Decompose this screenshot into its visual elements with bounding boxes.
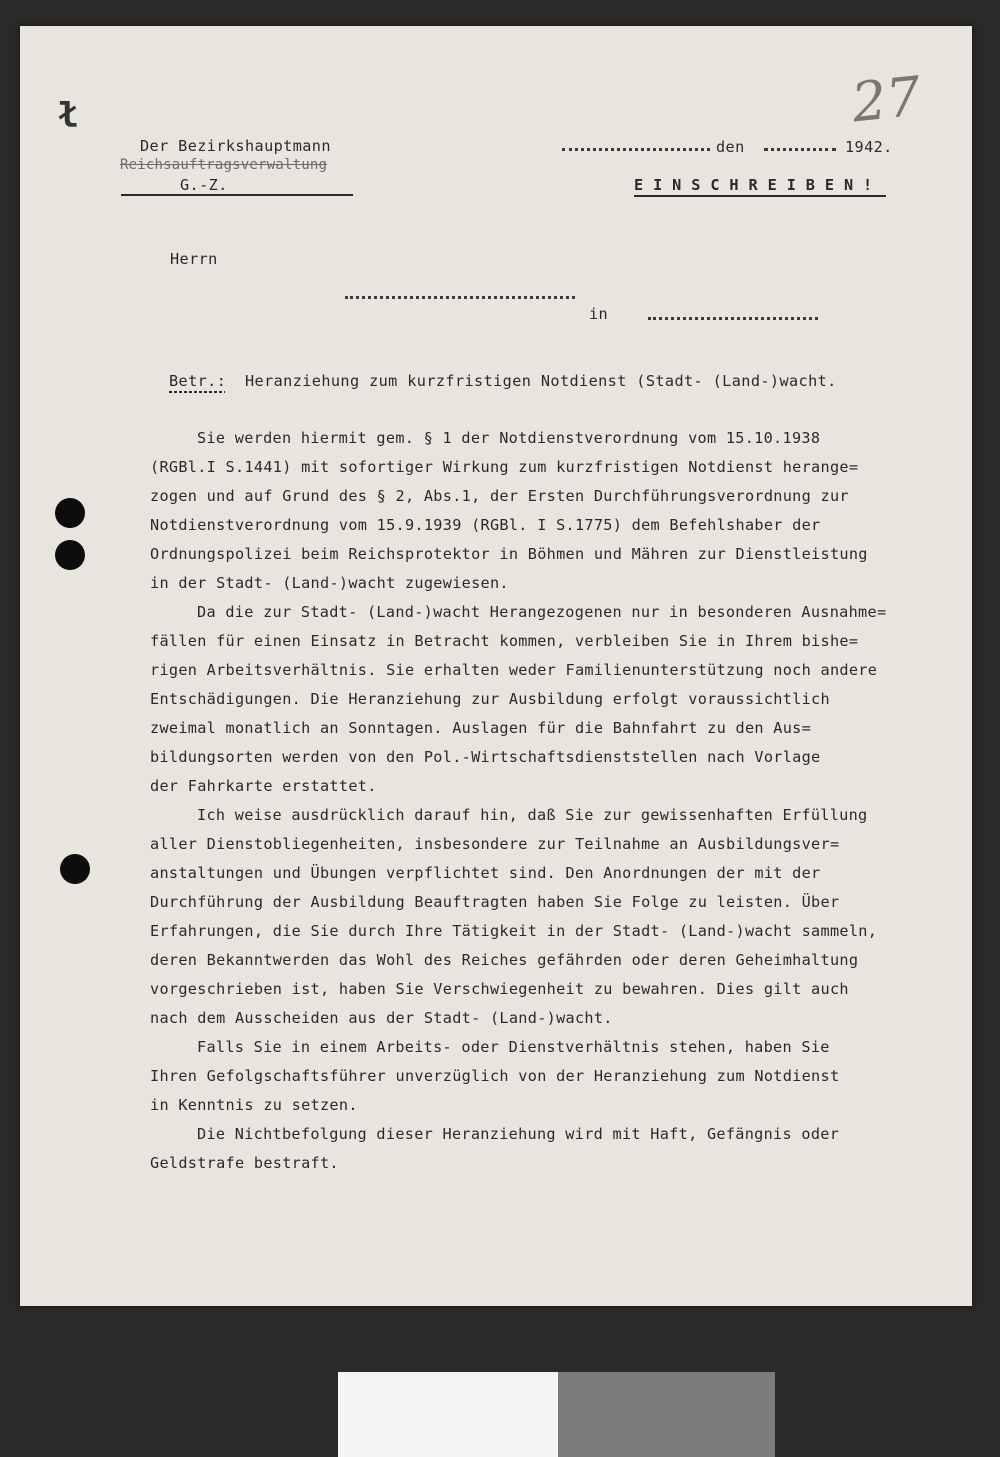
text-line: nach dem Ausscheiden aus der Stadt- (Land-)wacht. <box>150 1009 613 1027</box>
color-calibration-card <box>338 1372 775 1457</box>
punch-hole <box>55 540 85 570</box>
text-line: fällen für einen Einsatz in Betracht kommen, verbleiben Sie in Ihrem bishe= <box>150 632 859 650</box>
date-year: 1942. <box>845 138 893 156</box>
text-line: in Kenntnis zu setzen. <box>150 1096 358 1114</box>
date-prefix: den <box>716 138 745 156</box>
body-paragraph-5 <box>150 1120 950 1178</box>
text-line: in der Stadt- (Land-)wacht zugewiesen. <box>150 574 509 592</box>
text-line: Ordnungspolizei beim Reichsprotektor in Böhmen und Mähren zur Dienstleistung <box>150 545 868 563</box>
text-line: Notdienstverordnung vom 15.9.1939 (RGBl. I S.1775) dem Befehlshaber der <box>150 516 821 534</box>
text-line: aller Dienstobliegenheiten, insbesondere zur Teilnahme an Ausbildungsver= <box>150 835 840 853</box>
text-line: Ihren Gefolgschaftsführer unverzüglich von der Heranziehung zum Notdienst <box>150 1067 840 1085</box>
white-patch <box>338 1372 558 1457</box>
margin-mark: ł <box>58 96 79 136</box>
body-paragraph-4 <box>150 1033 950 1120</box>
gray-patch <box>558 1372 775 1457</box>
registered-mail-underline <box>634 195 886 197</box>
text-line: Geldstrafe bestraft. <box>150 1154 339 1172</box>
punch-hole <box>60 854 90 884</box>
text-line: (RGBl.I S.1441) mit sofortiger Wirkung zum kurzfristigen Notdienst herange= <box>150 458 859 476</box>
text-line: Erfahrungen, die Sie durch Ihre Tätigkeit in der Stadt- (Land-)wacht sammeln, <box>150 922 878 940</box>
date-blank <box>764 148 836 151</box>
issuer-reference: G.-Z. <box>180 176 228 194</box>
text-line: deren Bekanntwerden das Wohl des Reiches gefährden oder deren Geheimhaltung <box>150 951 859 969</box>
body-paragraph-3 <box>150 801 950 1033</box>
text-line: Falls Sie in einem Arbeits- oder Dienstverhältnis stehen, haben Sie <box>197 1038 830 1056</box>
text-line: Sie werden hiermit gem. § 1 der Notdienstverordnung vom 15.10.1938 <box>197 429 821 447</box>
text-line: Da die zur Stadt- (Land-)wacht Herangezogenen nur in besonderen Ausnahme= <box>197 603 887 621</box>
subject-label: Betr.: <box>169 372 227 390</box>
text-line: Die Nichtbefolgung dieser Heranziehung wird mit Haft, Gefängnis oder <box>197 1125 840 1143</box>
text-line: anstaltungen und Übungen verpflichtet sind. Den Anordnungen der mit der <box>150 864 821 882</box>
text-line: vorgeschrieben ist, haben Sie Verschwiegenheit zu bewahren. Dies gilt auch <box>150 980 849 998</box>
town-blank <box>648 317 818 320</box>
handwritten-page-number: 27 <box>848 64 924 135</box>
text-line: zogen und auf Grund des § 2, Abs.1, der Ersten Durchführungsverordnung zur <box>150 487 849 505</box>
body-paragraph-2 <box>150 598 950 801</box>
issuer-department: Reichsauftragsverwaltung <box>120 157 328 173</box>
subject-label-underline <box>169 391 225 393</box>
text-line: Entschädigungen. Die Heranziehung zur Ausbildung erfolgt voraussichtlich <box>150 690 830 708</box>
in-label: in <box>589 305 609 323</box>
place-blank <box>562 148 710 151</box>
text-line: der Fahrkarte erstattet. <box>150 777 377 795</box>
text-line: zweimal monatlich an Sonntagen. Auslagen für die Bahnfahrt zu den Aus= <box>150 719 812 737</box>
issuer-title: Der Bezirkshauptmann <box>140 137 331 155</box>
text-line: Durchführung der Ausbildung Beauftragten haben Sie Folge zu leisten. Über <box>150 893 840 911</box>
text-line: Ich weise ausdrücklich darauf hin, daß Sie zur gewissenhaften Erfüllung <box>197 806 868 824</box>
body-paragraph-1 <box>150 424 950 598</box>
text-line: rigen Arbeitsverhältnis. Sie erhalten weder Familienunterstützung noch andere <box>150 661 878 679</box>
subject-text: Heranziehung zum kurzfristigen Notdienst (Stadt- (Land-)wacht. <box>245 372 837 390</box>
salutation: Herrn <box>170 250 218 268</box>
punch-hole <box>55 498 85 528</box>
registered-mail-label: E I N S C H R E I B E N ! <box>634 176 873 194</box>
text-line: bildungsorten werden von den Pol.-Wirtschaftsdienststellen nach Vorlage <box>150 748 821 766</box>
name-blank <box>345 296 575 299</box>
issuer-underline <box>121 194 353 196</box>
